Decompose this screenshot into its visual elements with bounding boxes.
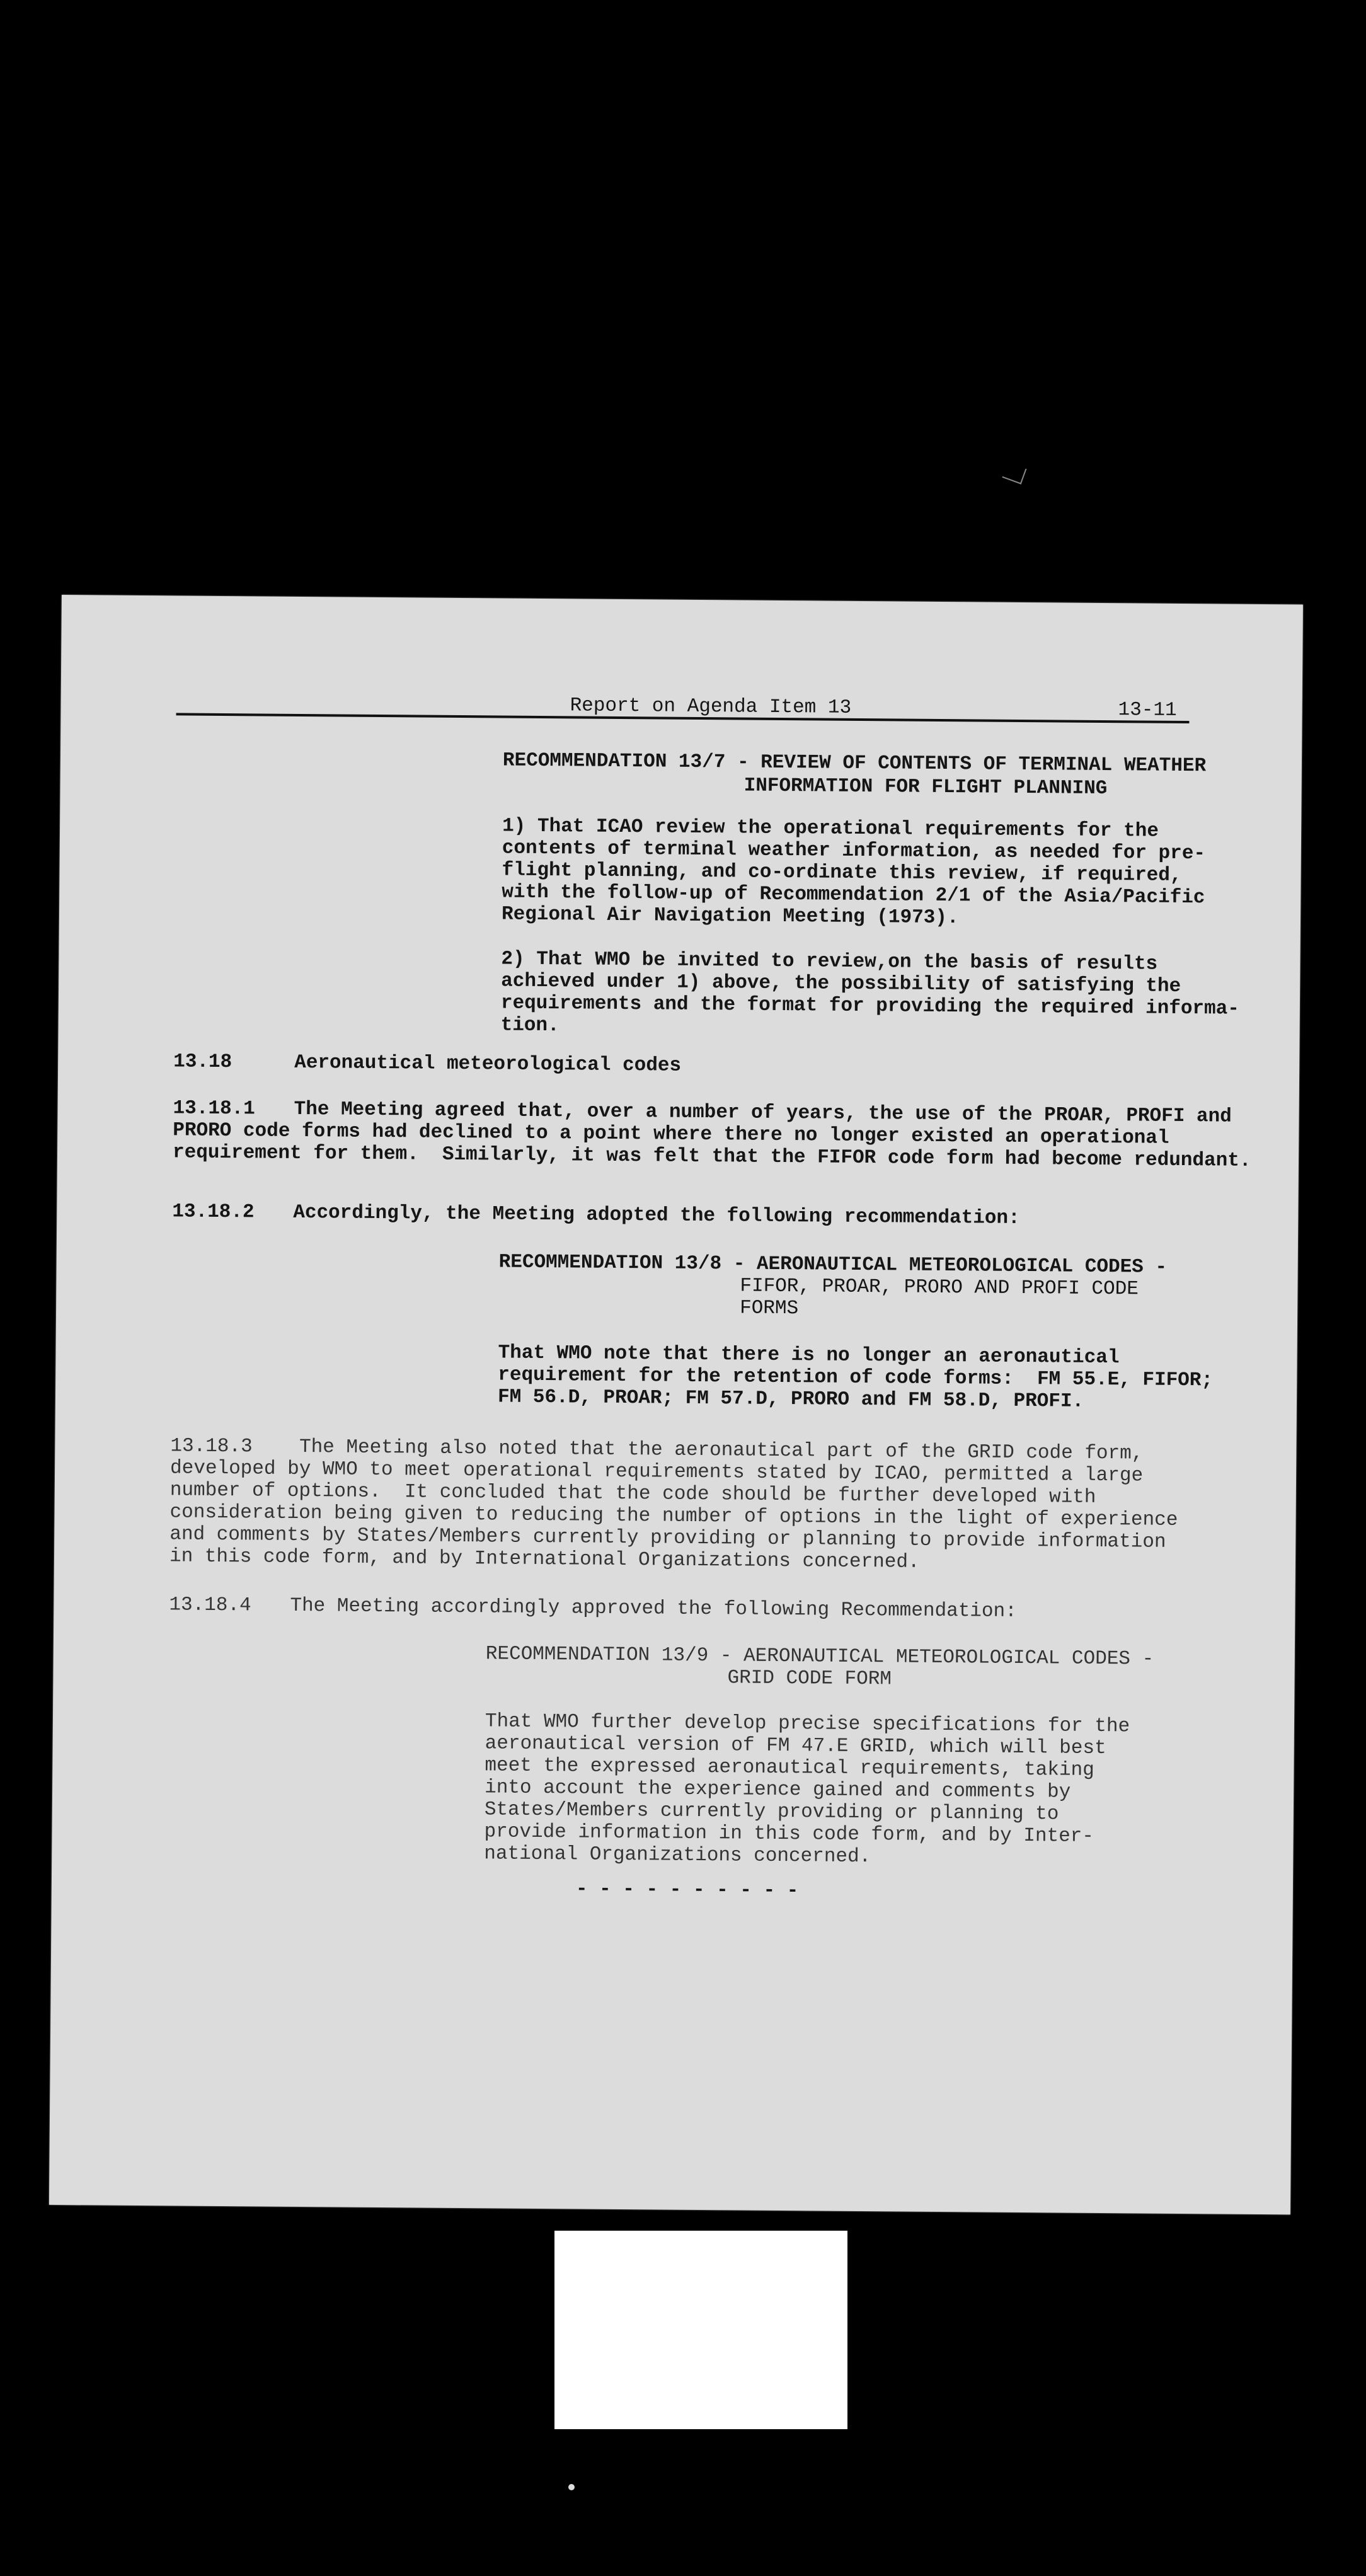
- para-13-18-2-number: 13.18.2: [172, 1200, 255, 1224]
- rec-13-9-title: RECOMMENDATION 13/9 - AERONAUTICAL METEOROLOGICAL CODES -: [485, 1643, 1154, 1670]
- para-13-18-3-line: number of options. It concluded that the code should be further developed with: [169, 1479, 1096, 1509]
- rec-13-9-body-line: into account the experience gained and comments by: [485, 1776, 1071, 1803]
- rec-13-9-body-line: States/Members currently providing or planning to: [484, 1798, 1059, 1826]
- rec-13-9-body-line: provide information in this code form, and by Inter-: [484, 1820, 1094, 1848]
- rec-13-9-body-line: aeronautical version of FM 47.E GRID, which will best: [485, 1732, 1106, 1760]
- page-number: 13-11: [1118, 699, 1177, 722]
- para-13-18-4-number: 13.18.4: [169, 1594, 251, 1617]
- rec-13-7-title-cont: INFORMATION FOR FLIGHT PLANNING: [743, 774, 1108, 800]
- para-13-18-3-line: and comments by States/Members currently providing or planning to provide information: [169, 1523, 1166, 1553]
- rec-13-7-para1-line: with the follow-up of Recommendation 2/1 of the Asia/Pacific: [502, 881, 1205, 909]
- header-title: Report on Agenda Item 13: [570, 694, 852, 719]
- dust-dot: [568, 2484, 575, 2490]
- rec-13-8-title-cont: FORMS: [740, 1297, 799, 1320]
- rec-13-7-para1-line: flight planning, and co-ordinate this review, if required,: [502, 859, 1182, 887]
- rec-13-7-para1-line: Regional Air Navigation Meeting (1973).: [501, 903, 959, 929]
- rec-13-8-body-line: FM 56.D, PROAR; FM 57.D, PRORO and FM 58.D, PROFI.: [497, 1386, 1084, 1413]
- rec-13-9-body-line: That WMO further develop precise specifications for the: [485, 1710, 1130, 1738]
- blank-card: [554, 2231, 847, 2429]
- scan-mark: [1002, 462, 1027, 484]
- rec-13-9-title-cont: GRID CODE FORM: [727, 1667, 892, 1691]
- rec-13-7-para1-line: contents of terminal weather information, as needed for pre-: [502, 837, 1206, 865]
- rec-13-8-body-line: requirement for the retention of code forms: FM 55.E, FIFOR;: [498, 1364, 1214, 1392]
- rec-13-7-para2-line: tion.: [500, 1014, 560, 1037]
- section-title: Aeronautical meteorological codes: [294, 1051, 682, 1077]
- rec-13-8-body-line: That WMO note that there is no longer an aeronautical: [498, 1342, 1120, 1369]
- rec-13-8-title: RECOMMENDATION 13/8 - AERONAUTICAL METEOROLOGICAL CODES -: [498, 1251, 1168, 1279]
- document-page: [49, 595, 1303, 2214]
- rec-13-9-body-line: national Organizations concerned.: [484, 1843, 871, 1868]
- para-13-18-1-line: requirement for them. Similarly, it was felt that the FIFOR code form had become redundant.: [172, 1141, 1251, 1172]
- para-13-18-2-text: Accordingly, the Meeting adopted the following recommendation:: [293, 1201, 1020, 1229]
- para-13-18-3-line: consideration being given to reducing the number of options in the light of experience: [169, 1501, 1178, 1531]
- para-13-18-4-text: The Meeting accordingly approved the following Recommendation:: [290, 1594, 1017, 1623]
- para-13-18-3-line: 13.18.3 The Meeting also noted that the aeronautical part of the GRID code form,: [170, 1435, 1144, 1465]
- rec-13-7-para2-line: achieved under 1) above, the possibility of satisfying the: [501, 970, 1181, 998]
- para-13-18-1-line: PRORO code forms had declined to a point where there no longer existed an operational: [173, 1119, 1169, 1149]
- para-13-18-1-number: 13.18.1: [173, 1097, 255, 1120]
- para-13-18-3-line: developed by WMO to meet operational requirements stated by ICAO, permitted a large: [169, 1457, 1144, 1487]
- para-13-18-1-line: The Meeting agreed that, over a number of years, the use of the PROAR, PROFI and: [294, 1098, 1232, 1128]
- para-13-18-3-line: in this code form, and by International Organizations concerned.: [169, 1545, 920, 1573]
- rec-13-7-para2-line: 2) That WMO be invited to review,on the basis of results: [501, 948, 1158, 975]
- rec-13-9-body-line: meet the expressed aeronautical requirements, taking: [485, 1754, 1094, 1781]
- rec-13-7-para1-line: 1) That ICAO review the operational requirements for the: [502, 815, 1159, 842]
- rec-13-7-title: RECOMMENDATION 13/7 - REVIEW OF CONTENTS OF TERMINAL WEATHER: [502, 749, 1207, 778]
- end-marker: - - - - - - - - - -: [575, 1878, 799, 1902]
- section-number: 13.18: [173, 1050, 232, 1074]
- rec-13-8-title-cont: FIFOR, PROAR, PRORO AND PROFI CODE: [740, 1275, 1139, 1301]
- rec-13-7-para2-line: requirements and the format for providing the required informa-: [500, 992, 1240, 1020]
